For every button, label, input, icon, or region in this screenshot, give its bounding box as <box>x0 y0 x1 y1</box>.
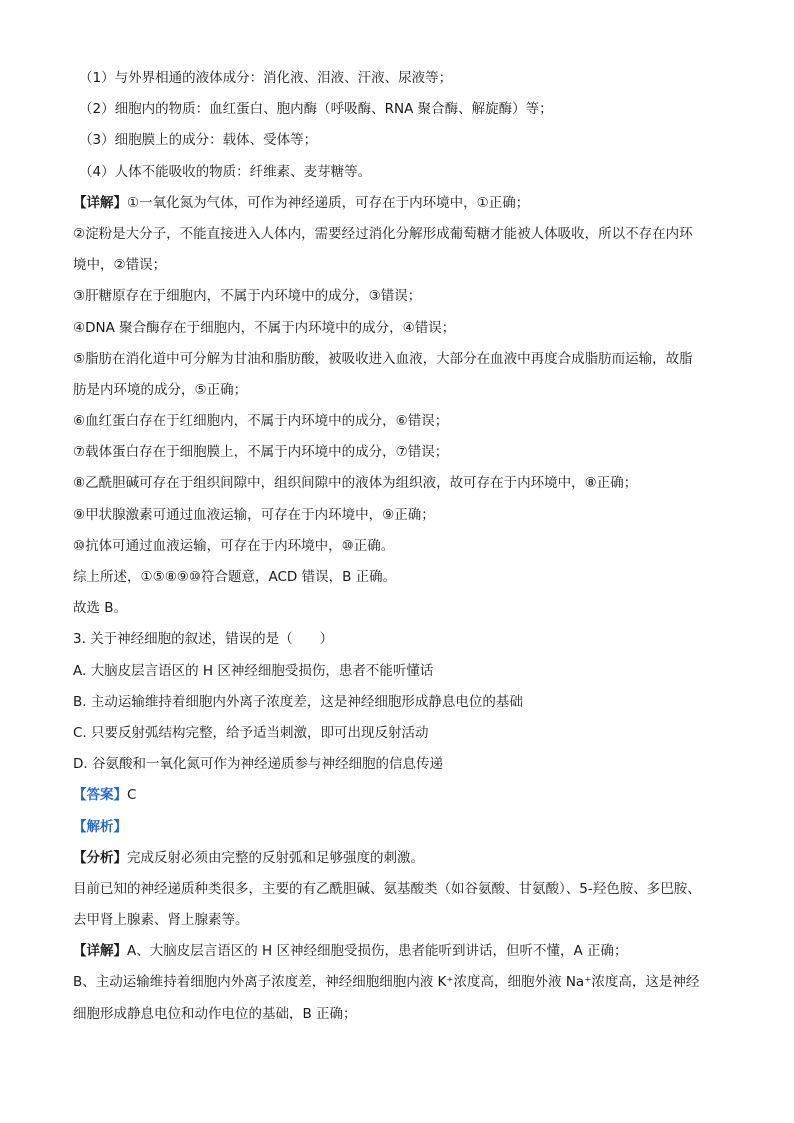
text-line: 去甲肾上腺素、肾上腺素等。 <box>73 912 249 929</box>
text-line: ①一氧化氮为气体，可作为神经递质，可存在于内环境中，①正确； <box>127 194 530 211</box>
option-b: B. 主动运输维持着细胞内外离子浓度差，这是神经细胞形成静息电位的基础 <box>73 693 523 710</box>
text-line: 肪是内环境的成分，⑤正确； <box>73 381 248 398</box>
text-line: （1）与外界相通的液体成分：消化液、泪液、汗液、尿液等； <box>79 70 453 86</box>
analysis-line <box>73 812 723 843</box>
text-line: （4）人体不能吸收的物质：纤维素、麦芽糖等。 <box>79 163 372 180</box>
text-line: B、主动运输维持着细胞内外离子浓度差，神经细胞细胞内液 K⁺浓度高，细胞外液 Na⁺浓度高，这是神经 <box>73 974 700 991</box>
text-line: （2）细胞内的物质：血红蛋白、胞内酶（呼吸酶、RNA 聚合酶、解旋酶）等； <box>79 101 553 118</box>
detail-label: 【详解】 <box>73 194 127 211</box>
text-line: 完成反射必须由完整的反射弧和足够强度的刺激。 <box>127 849 424 866</box>
option-a: A. 大脑皮层言语区的 H 区神经细胞受损伤，患者不能听懂话 <box>73 662 434 679</box>
answer-line <box>73 780 723 811</box>
fenxi-line <box>73 843 723 874</box>
text-line: ③肝糖原存在于细胞内，不属于内环境中的成分，③错误； <box>73 288 422 305</box>
text-line: （3）细胞膜上的成分：载体、受体等； <box>79 132 318 149</box>
text-line: ⑨甲状腺激素可通过血液运输，可存在于内环境中，⑨正确； <box>73 506 435 523</box>
option-c: C. 只要反射弧结构完整，给予适当刺激，即可出现反射活动 <box>73 724 429 741</box>
text-line: 境中，②错误； <box>73 257 167 274</box>
text-line: 目前已知的神经递质种类很多，主要的有乙酰胆碱、氨基酸类（如谷氨酸、甘氨酸）、5-羟色胺、多巴胺、 <box>73 880 701 897</box>
detail-label: 【详解】 <box>73 943 127 960</box>
option-d: D. 谷氨酸和一氧化氮可作为神经递质参与神经细胞的信息传递 <box>73 756 443 773</box>
answer-value: C <box>127 787 137 804</box>
text-line: ⑧乙酰胆碱可存在于组织间隙中，组织间隙中的液体为组织液，故可存在于内环境中，⑧正确； <box>73 475 638 492</box>
text-line: ②淀粉是大分子，不能直接进入人体内，需要经过消化分解形成葡萄糖才能被人体吸收，所以不存在内环 <box>73 225 693 242</box>
text-line: ⑤脂肪在消化道中可分解为甘油和脂肪酸，被吸收进入血液，大部分在血液中再度合成脂肪而运输，故脂 <box>73 350 693 367</box>
text-line: 综上所述，①⑤⑧⑨⑩符合题意，ACD 错误，B 正确。 <box>73 569 397 585</box>
analysis-label: 【解析】 <box>73 818 127 835</box>
text-line: 故选 B。 <box>73 600 128 617</box>
text-line: ⑥血红蛋白存在于红细胞内，不属于内环境中的成分，⑥错误； <box>73 413 449 430</box>
answer-label: 【答案】 <box>73 787 127 804</box>
text-line: ⑦载体蛋白存在于细胞膜上，不属于内环境中的成分，⑦错误； <box>73 444 449 461</box>
document-body <box>73 63 723 1030</box>
question-stem: 3. 关于神经细胞的叙述，错误的是（ ） <box>73 631 334 648</box>
text-line: ⑩抗体可通过血液运输，可存在于内环境中，⑩正确。 <box>73 537 395 554</box>
fenxi-label: 【分析】 <box>73 849 127 866</box>
text-line: ④DNA 聚合酶存在于细胞内，不属于内环境中的成分，④错误； <box>73 319 456 336</box>
text-line: 细胞形成静息电位和动作电位的基础，B 正确； <box>73 1005 357 1022</box>
detail-line <box>73 188 723 219</box>
detail-line <box>73 936 723 967</box>
text-line: A、大脑皮层言语区的 H 区神经细胞受损伤，患者能听到讲话，但听不懂，A 正确； <box>127 943 628 960</box>
